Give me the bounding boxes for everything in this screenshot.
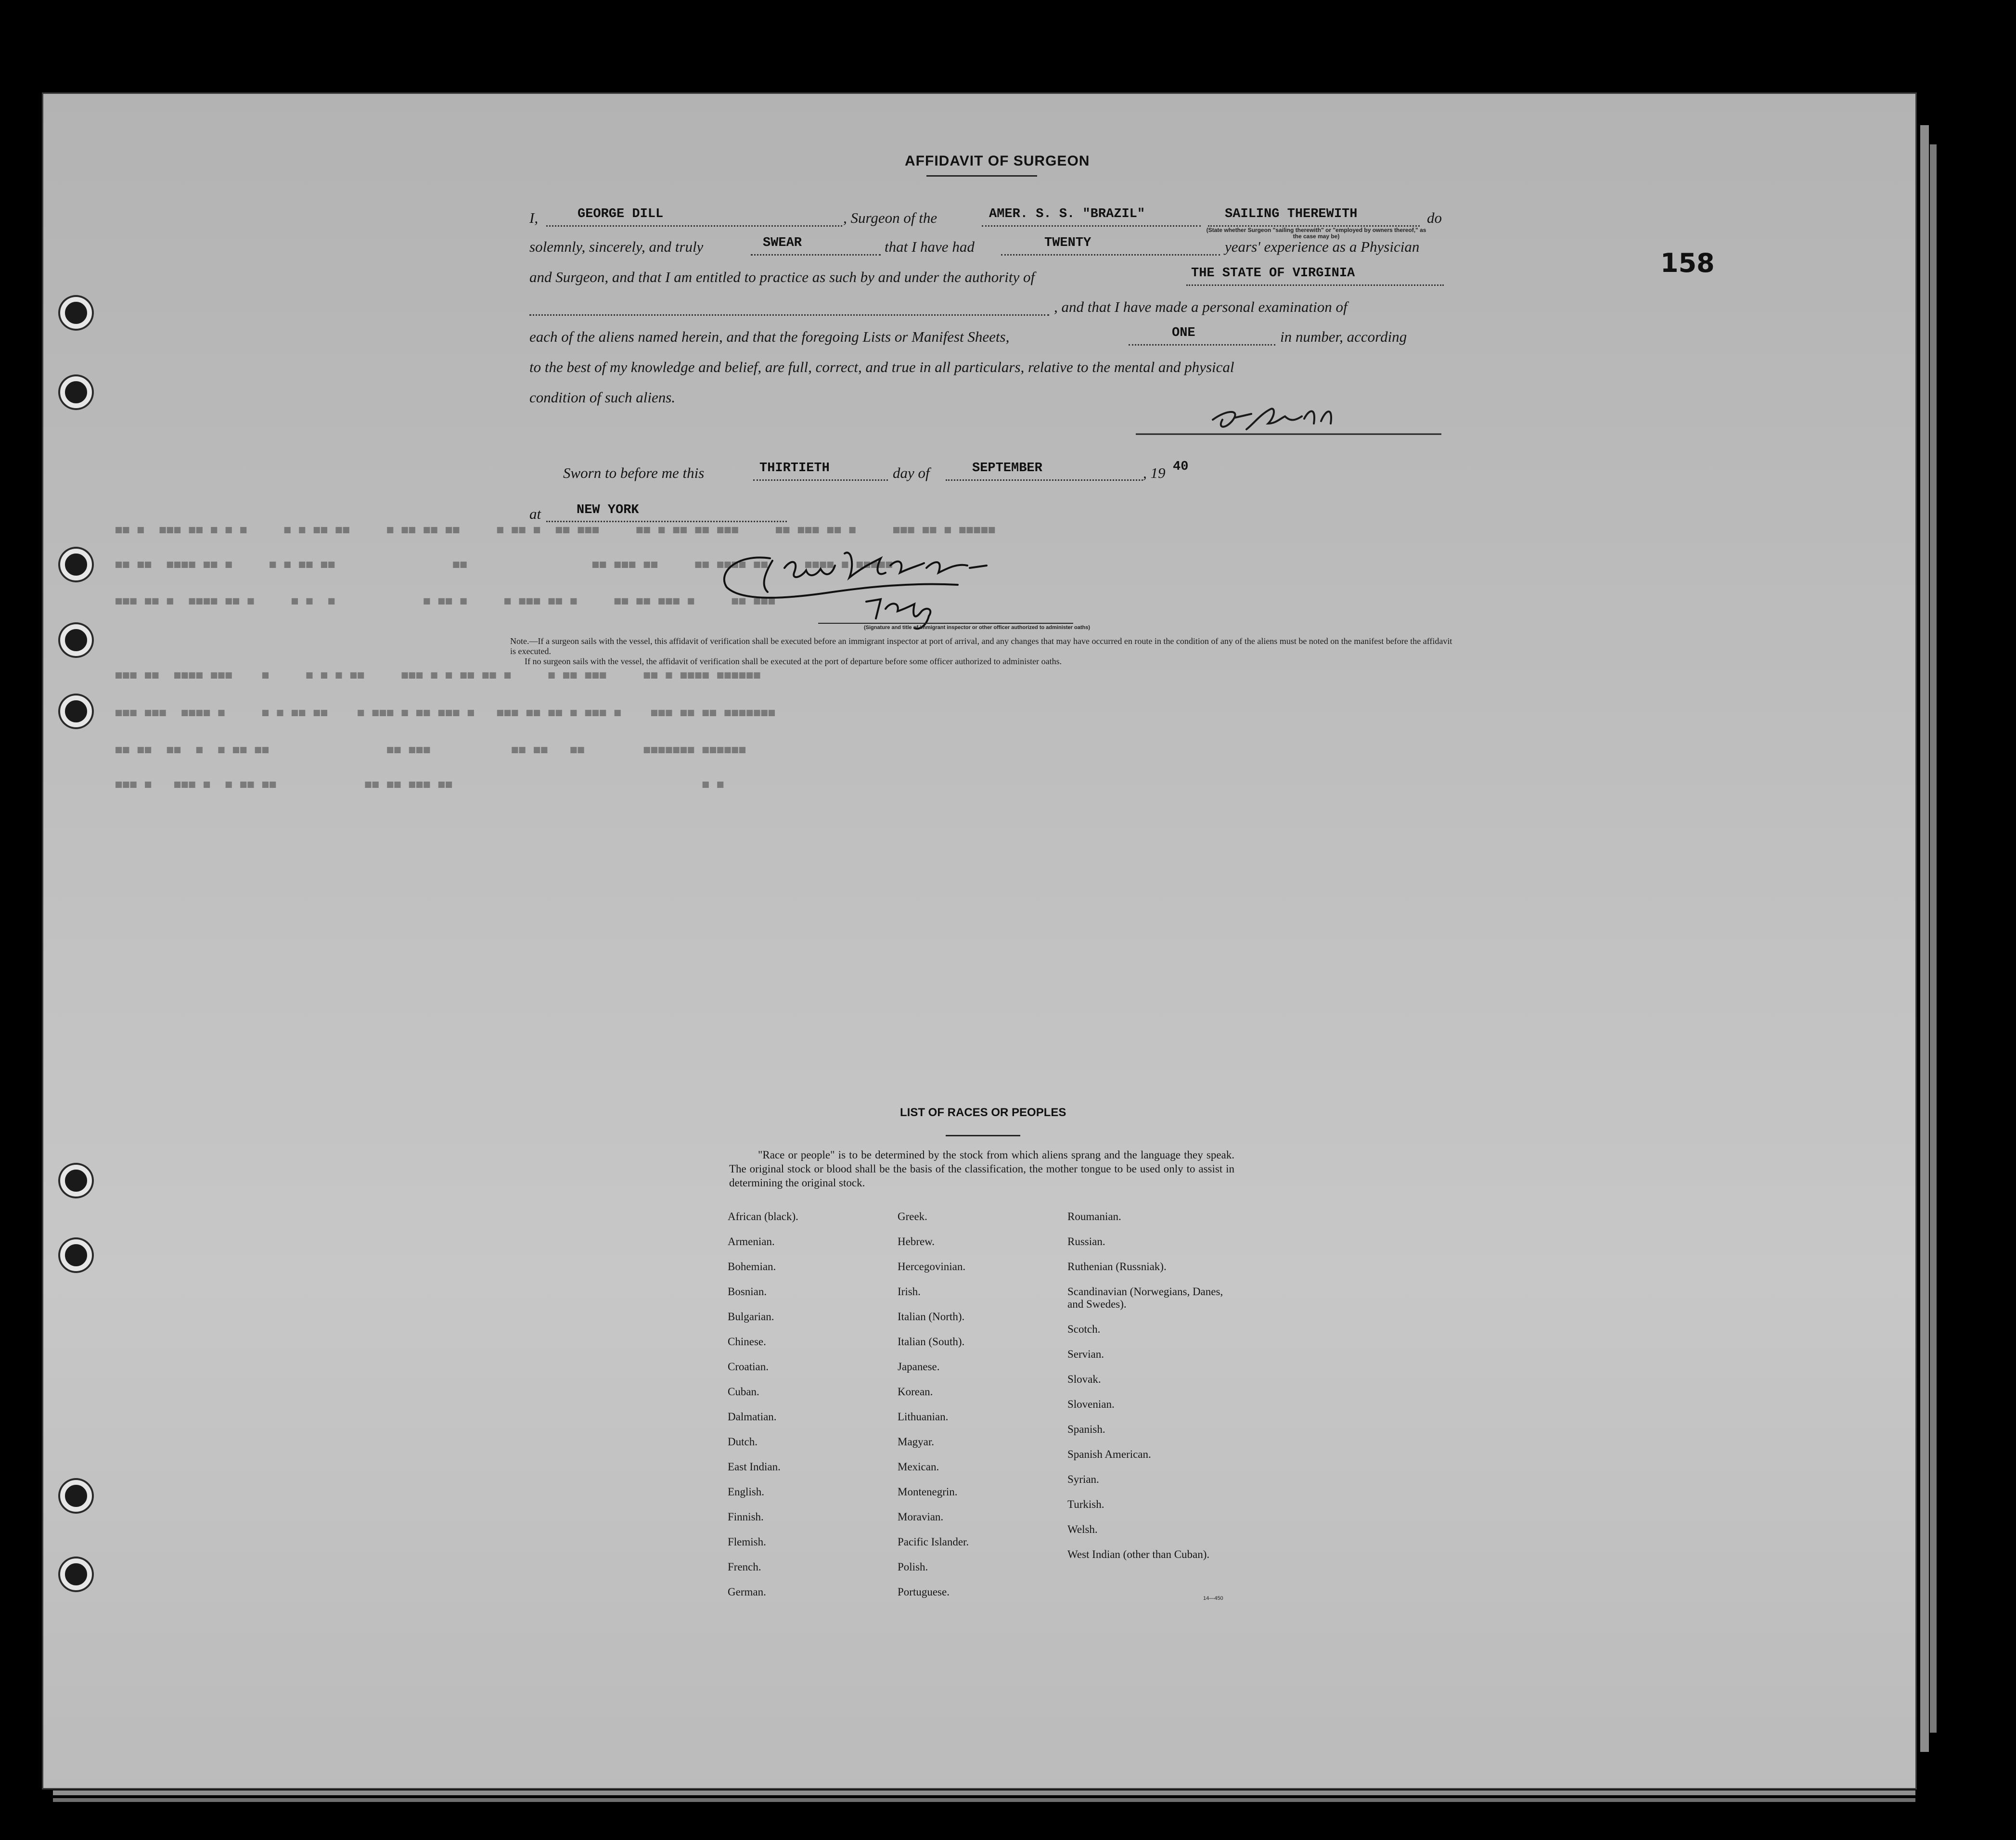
vessel-field: AMER. S. S. "BRAZIL" <box>989 207 1145 221</box>
race-item: English. <box>728 1486 765 1498</box>
form-code: 14—450 <box>1203 1596 1223 1601</box>
race-item: Turkish. <box>1067 1498 1104 1510</box>
bleed-through-row: ■■ ■■ ■■■■ ■■ ■ ■ ■ ■■ ■■ ■■ ■■ ■■■ ■■ ■■ ■■■■ ■■ ■■■■ ■ ■■■■■ <box>116 558 893 570</box>
race-item: West Indian (other than Cuban). <box>1067 1548 1210 1560</box>
note-paragraph: Note.—If a surgeon sails with the vessel, this affidavit of verification shall be executed before an immigrant inspector at port of arrival, and any changes that may have occurred en route in the condition of any of the aliens must be noted on the manifest before the affidavit is executed. <box>510 636 1452 656</box>
race-item: Greek. <box>898 1210 927 1222</box>
fill-underline <box>529 314 1049 316</box>
bleed-through-row: ■■■ ■ ■■■ ■ ■ ■■ ■■ ■■ ■■ ■■■ ■■ ■ ■ <box>116 778 725 790</box>
races-intro: "Race or people" is to be determined by the stock from which aliens sprang and the language they speak. The original stock or blood shall be the basis of the classification, the mother tongue to be used only to assist in determining the original stock. <box>729 1149 1234 1189</box>
races-column-2 <box>898 1210 969 1611</box>
affidavit-text: in number, according <box>1280 328 1407 345</box>
page-edge <box>53 1798 1915 1802</box>
race-item: Ruthenian (Russniak). <box>1067 1261 1167 1273</box>
race-item: Japanese. <box>898 1361 940 1373</box>
affidavit-note <box>510 636 1458 667</box>
binder-hole <box>60 549 92 580</box>
sworn-text: day of <box>893 464 930 481</box>
years-field: TWENTY <box>1044 236 1091 250</box>
binder-hole <box>60 297 92 329</box>
page-edge <box>1930 144 1937 1733</box>
race-item: Finnish. <box>728 1511 764 1523</box>
race-item: Lithuanian. <box>898 1411 949 1423</box>
race-item: Mexican. <box>898 1461 939 1473</box>
race-item: Hebrew. <box>898 1235 935 1248</box>
sheets-count-field: ONE <box>1172 326 1195 340</box>
race-item: Flemish. <box>728 1536 766 1548</box>
sworn-place-field: NEW YORK <box>577 503 639 517</box>
race-item: Slovak. <box>1067 1373 1101 1385</box>
sworn-year-field: 40 <box>1173 460 1189 474</box>
binder-hole <box>60 1165 92 1197</box>
affidavit-title: AFFIDAVIT OF SURGEON <box>905 153 1090 169</box>
race-item: German. <box>728 1586 766 1598</box>
race-item: Welsh. <box>1067 1523 1098 1535</box>
sworn-text: , 19 <box>1143 464 1166 481</box>
race-item: Scotch. <box>1067 1323 1101 1335</box>
bleed-through-row: ■■■ ■■ ■■■■ ■■■ ■ ■ ■ ■ ■■ ■■■ ■ ■ ■■ ■■ ■ ■ ■■ ■■■ ■■ ■ ■■■■ ■■■■■■ <box>116 669 761 681</box>
surgeon-name-field: GEORGE DILL <box>578 207 664 221</box>
affidavit-text: , and that I have made a personal examination of <box>1054 298 1348 315</box>
races-column-3 <box>1067 1210 1241 1573</box>
binder-hole <box>60 1480 92 1512</box>
sworn-text: Sworn to before me this <box>563 464 705 481</box>
race-item: Roumanian. <box>1067 1210 1121 1222</box>
sworn-text: at <box>529 505 541 522</box>
races-column-1 <box>728 1210 798 1611</box>
race-item: French. <box>728 1561 761 1573</box>
race-item: Bulgarian. <box>728 1311 774 1323</box>
races-underline <box>946 1135 1020 1136</box>
fill-underline <box>982 225 1201 227</box>
page-number: 158 <box>1660 248 1715 278</box>
affidavit-text: condition of such aliens. <box>529 389 676 406</box>
bleed-through-row: ■■ ■ ■■■ ■■ ■ ■ ■ ■ ■ ■■ ■■ ■ ■■ ■■ ■■ ■ ■■ ■ ■■ ■■■ ■■ ■ ■■ ■■ ■■■ ■■ ■■■ ■■ ■ ■■■ ■■ ■ ■■■■■ <box>116 524 996 536</box>
page-edge <box>1920 125 1929 1752</box>
race-item: Spanish American. <box>1067 1448 1151 1460</box>
race-item: Spanish. <box>1067 1423 1105 1435</box>
binder-hole <box>60 624 92 656</box>
affidavit-text: I, <box>529 209 539 226</box>
race-item: Bohemian. <box>728 1261 776 1273</box>
race-item: Bosnian. <box>728 1286 767 1298</box>
page-edge <box>53 1790 1915 1795</box>
sworn-month-field: SEPTEMBER <box>972 461 1042 476</box>
surgeon-signature <box>1131 395 1444 448</box>
race-item: Korean. <box>898 1386 933 1398</box>
race-item: Italian (North). <box>898 1311 965 1323</box>
sailing-status-note: (State whether Surgeon "sailing therewith" or "employed by owners thereof," as the case may be) <box>1206 227 1426 240</box>
race-item: Portuguese. <box>898 1586 950 1598</box>
bleed-through-row: ■■ ■■ ■■ ■ ■ ■■ ■■ ■■ ■■■ ■■ ■■ ■■ ■■■■■■■ ■■■■■■ <box>116 744 747 756</box>
title-underline <box>926 175 1037 177</box>
affidavit-text: years' experience as a Physician <box>1225 238 1420 255</box>
race-item: Chinese. <box>728 1336 766 1348</box>
race-item: East Indian. <box>728 1461 781 1473</box>
affidavit-text: and Surgeon, and that I am entitled to practice as such by and under the authority of <box>529 269 1035 285</box>
bleed-through-row: ■■■ ■■■ ■■■■ ■ ■ ■ ■■ ■■ ■ ■■■ ■ ■■ ■■■ ■ ■■■ ■■ ■■ ■ ■■■ ■ ■■■ ■■ ■■ ■■■■■■■ <box>116 707 776 719</box>
affidavit-text: to the best of my knowledge and belief, are full, correct, and true in all particulars, relative to the mental and physical <box>529 359 1234 375</box>
race-item: Scandinavian (Norwegians, Danes, and Swedes). <box>1067 1286 1223 1310</box>
race-item: Montenegrin. <box>898 1486 958 1498</box>
race-item: Dalmatian. <box>728 1411 777 1423</box>
affidavit-text: each of the aliens named herein, and that the foregoing Lists or Manifest Sheets, <box>529 328 1010 345</box>
race-item: African (black). <box>728 1210 798 1222</box>
races-title: LIST OF RACES OR PEOPLES <box>900 1106 1066 1119</box>
race-item: Slovenian. <box>1067 1398 1115 1410</box>
fill-underline <box>1186 284 1444 286</box>
bleed-through-row: ■■■ ■■ ■ ■■■■ ■■ ■ ■ ■ ■ ■ ■■ ■ ■ ■■■ ■■ ■ ■■ ■■ ■■■ ■ ■■ ■■■ <box>116 595 776 607</box>
authority-field: THE STATE OF VIRGINIA <box>1191 266 1355 281</box>
race-item: Syrian. <box>1067 1473 1099 1485</box>
race-item: Russian. <box>1067 1235 1105 1248</box>
fill-underline <box>946 479 1143 481</box>
race-item: Magyar. <box>898 1436 935 1448</box>
race-item: Cuban. <box>728 1386 759 1398</box>
race-item: Italian (South). <box>898 1336 965 1348</box>
sailing-status-field: SAILING THEREWITH <box>1225 207 1358 221</box>
fill-underline <box>1129 344 1275 346</box>
sworn-day-field: THIRTIETH <box>759 461 830 476</box>
affidavit-text: , Surgeon of the <box>843 209 937 226</box>
binder-hole <box>60 1558 92 1590</box>
fill-underline <box>751 254 881 256</box>
binder-hole <box>60 695 92 727</box>
oath-field: SWEAR <box>763 236 802 250</box>
manifest-page <box>43 94 1915 1788</box>
affidavit-text: do <box>1427 209 1442 226</box>
race-item: Servian. <box>1067 1348 1104 1360</box>
signature-caption: (Signature and title of immigrant inspector or other officer authorized to administer oaths) <box>864 625 1090 630</box>
race-item: Moravian. <box>898 1511 944 1523</box>
note-paragraph: If no surgeon sails with the vessel, the affidavit of verification shall be executed at the port of departure before some officer authorized to administer oaths. <box>525 656 1062 666</box>
race-item: Dutch. <box>728 1436 758 1448</box>
fill-underline <box>753 479 888 481</box>
race-item: Hercegovinian. <box>898 1261 966 1273</box>
affidavit-text: solemnly, sincerely, and truly <box>529 238 704 255</box>
race-item: Armenian. <box>728 1235 775 1248</box>
race-item: Croatian. <box>728 1361 769 1373</box>
race-item: Polish. <box>898 1561 928 1573</box>
affidavit-text: that I have had <box>885 238 975 255</box>
fill-underline <box>546 225 842 227</box>
race-item: Pacific Islander. <box>898 1536 969 1548</box>
fill-underline <box>546 521 787 522</box>
binder-hole <box>60 376 92 408</box>
binder-hole <box>60 1239 92 1271</box>
race-item: Irish. <box>898 1286 921 1298</box>
fill-underline <box>1001 254 1220 256</box>
